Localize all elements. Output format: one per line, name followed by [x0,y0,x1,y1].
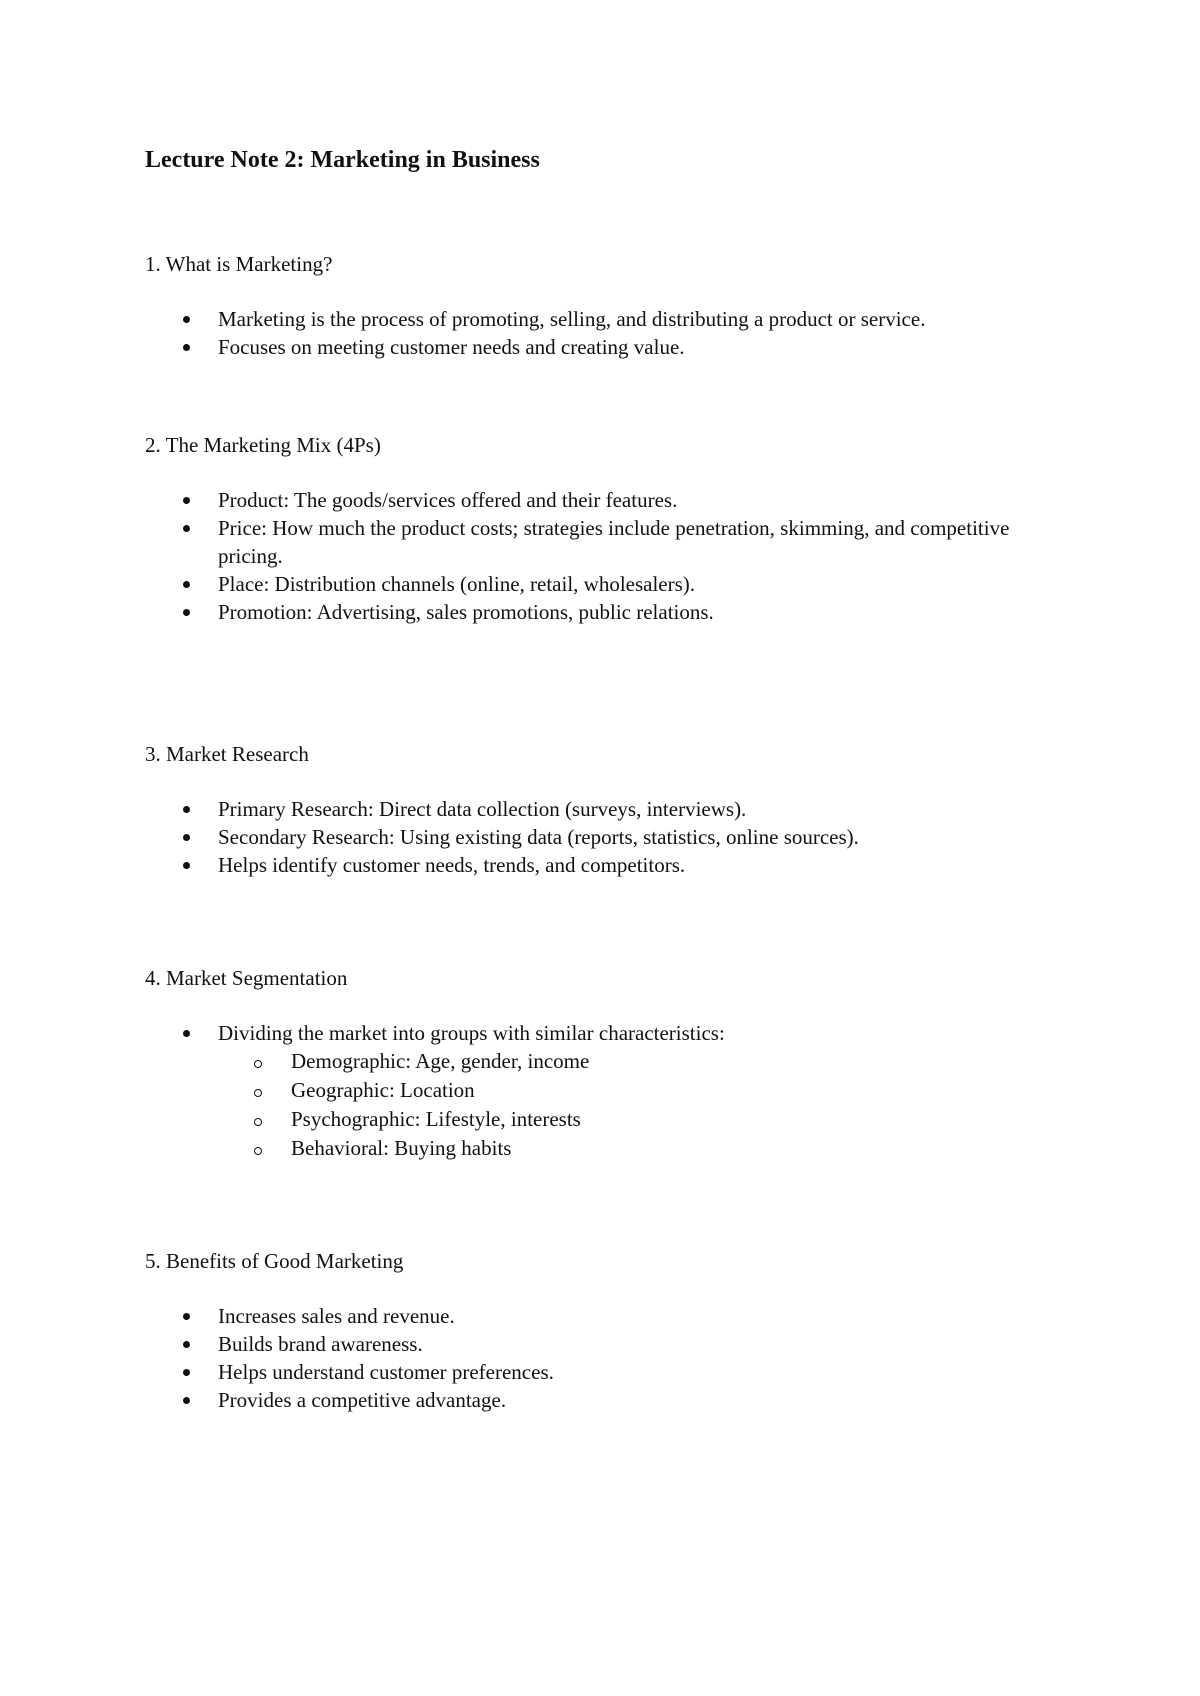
bullet-icon [183,1397,190,1404]
bullet-text: Primary Research: Direct data collection (surveys, interviews). [218,797,747,821]
bullet-text: Dividing the market into groups with similar characteristics: [218,1021,725,1045]
sub-bullet-text: Geographic: Location [291,1078,475,1102]
bullet-list [145,486,1065,626]
section-market-research [145,740,1065,879]
sub-bullet-item [218,1134,1078,1163]
section-marketing-mix [145,431,1065,626]
bullet-item [145,1358,1078,1386]
bullet-text: Secondary Research: Using existing data (reports, statistics, online sources). [218,825,859,849]
bullet-item [145,598,1078,626]
hollow-bullet-icon [254,1147,262,1155]
section-what-is-marketing [145,250,1065,361]
bullet-icon [183,1341,190,1348]
hollow-bullet-icon [254,1060,262,1068]
sub-bullet-item [218,1076,1078,1105]
bullet-icon [183,609,190,616]
bullet-icon [183,1030,190,1037]
bullet-icon [183,497,190,504]
bullet-list [145,1019,1065,1163]
bullet-item [145,795,1078,823]
section-heading: 5. Benefits of Good Marketing [145,1249,404,1273]
bullet-item [145,570,1078,598]
section-heading: 1. What is Marketing? [145,252,333,276]
bullet-item [145,333,1078,361]
bullet-list [145,1302,1065,1414]
sub-bullet-text: Demographic: Age, gender, income [291,1049,590,1073]
bullet-icon [183,834,190,841]
bullet-item [145,1019,1078,1163]
bullet-text: Provides a competitive advantage. [218,1388,507,1412]
bullet-icon [183,1313,190,1320]
bullet-text: Place: Distribution channels (online, retail, wholesalers). [218,572,696,596]
bullet-text: Focuses on meeting customer needs and creating value. [218,335,685,359]
bullet-text: Promotion: Advertising, sales promotions, public relations. [218,600,714,624]
bullet-item [145,1386,1078,1414]
sub-bullet-text: Psychographic: Lifestyle, interests [291,1107,581,1131]
bullet-icon [183,1369,190,1376]
section-heading: 3. Market Research [145,742,309,766]
bullet-text: Marketing is the process of promoting, selling, and distributing a product or service. [218,307,926,331]
bullet-icon [183,862,190,869]
bullet-item [145,851,1078,879]
hollow-bullet-icon [254,1118,262,1126]
bullet-item [145,305,1078,333]
bullet-item [145,1302,1078,1330]
bullet-icon [183,316,190,323]
section-market-segmentation [145,964,1065,1163]
sub-bullet-item [218,1047,1078,1076]
bullet-icon [183,525,190,532]
section-benefits-of-marketing [145,1247,1065,1414]
bullet-item [145,1330,1078,1358]
bullet-item [145,486,1078,514]
document-title: Lecture Note 2: Marketing in Business [145,147,540,173]
sub-bullet-list [218,1047,1078,1163]
bullet-list [145,795,1065,879]
bullet-item [145,514,1078,570]
bullet-text: Price: How much the product costs; strategies include penetration, skimming, and competitive pricing. [218,516,1010,568]
section-heading: 4. Market Segmentation [145,966,348,990]
bullet-icon [183,806,190,813]
sub-bullet-text: Behavioral: Buying habits [291,1136,512,1160]
bullet-icon [183,581,190,588]
bullet-text: Helps identify customer needs, trends, and competitors. [218,853,686,877]
sub-bullet-item [218,1105,1078,1134]
bullet-icon [183,344,190,351]
section-heading: 2. The Marketing Mix (4Ps) [145,433,381,457]
bullet-text: Helps understand customer preferences. [218,1360,554,1384]
bullet-text: Builds brand awareness. [218,1332,423,1356]
bullet-list [145,305,1065,361]
hollow-bullet-icon [254,1089,262,1097]
bullet-item [145,823,1078,851]
bullet-text: Product: The goods/services offered and their features. [218,488,678,512]
bullet-text: Increases sales and revenue. [218,1304,455,1328]
